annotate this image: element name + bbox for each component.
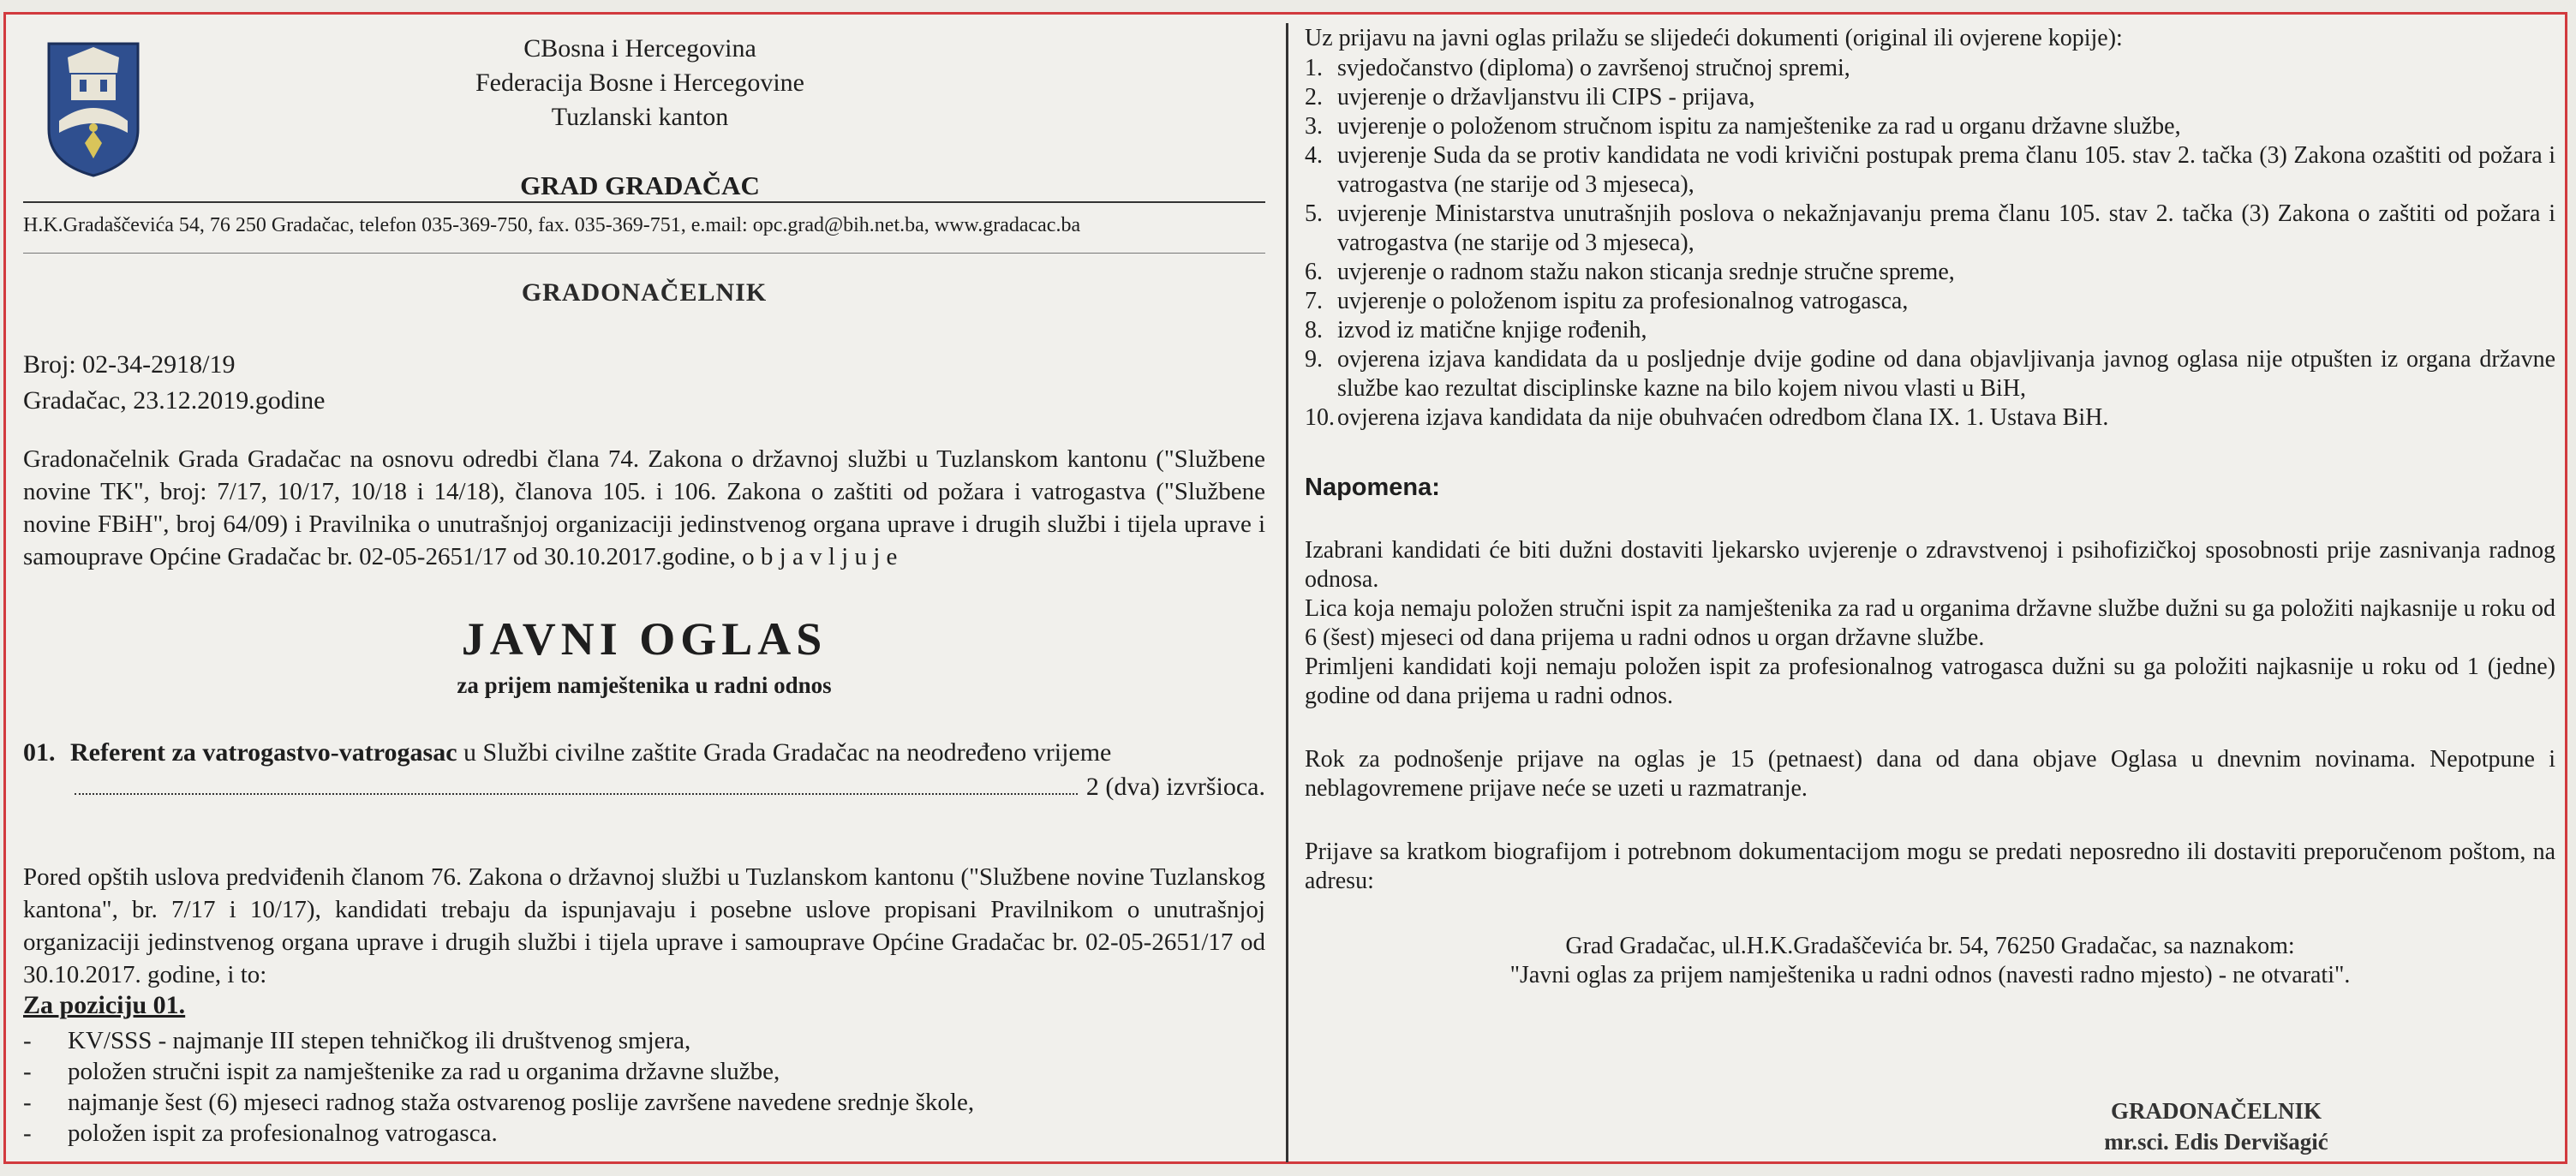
header-rule — [23, 201, 1265, 203]
item-number: 2. — [1305, 84, 1323, 110]
item-text: ovjerena izjava kandidata da nije obuhvaćen odredbom člana IX. 1. Ustava BiH. — [1337, 404, 2109, 431]
list-item: - KV/SSS - najmanje III stepen tehničkog ili društvenog smjera, — [23, 1025, 1265, 1056]
item-text: ovjerena izjava kandidata da u posljednje dvije godine od dana objavljivanja javnog oglasa nije otpušten iz organa državne službe kao rezultat disciplinske kazne na bilo kojem nivou vlasti u BiH, — [1337, 346, 2555, 402]
item-text: uvjerenje Suda da se protiv kandidata ne vodi krivični postupak prema članu 105. stav 2. tačka (3) Zakona ozaštiti od požara i vatrogastva (ne starije od 3 mjeseca), — [1337, 142, 2555, 198]
signature-block — [2062, 1095, 2370, 1157]
document-frame — [3, 12, 2567, 1164]
right-column — [1305, 23, 2555, 990]
column-divider — [1286, 23, 1288, 1162]
conditions-paragraph: Pored opštih uslova predviđenih članom 76. Zakona o državnoj službi u Tuzlanskom kantonu ("Službene novine Tuzlanskog kantona", br. 7/17 i 10/17), kandidati trebaju da ispunjavaju i posebne uslove propisani Pravilnikom o unutrašnjoj organizaciji jedinstvenog organa uprave i drugih službi i tijela uprave i samouprave Općine Gradačac br. 02-05-2651/17 od 30.10.2017. godine, i to: — [23, 863, 1265, 988]
signature-name: mr.sci. Edis Dervišagić — [2104, 1129, 2328, 1155]
requirements-list — [23, 1025, 1265, 1149]
item-text: uvjerenje o državljanstvu ili CIPS - prijava, — [1337, 84, 1755, 110]
item-number: 10. — [1305, 404, 1335, 431]
deadline-paragraph: Rok za podnošenje prijave na oglas je 15 (petnaest) dana od dana objave Oglasa u dnevnim novinama. Nepotpune i neblagovremene prijave neće se uzeti u razmatranje. — [1305, 746, 2555, 802]
item-number: 4. — [1305, 142, 1323, 169]
org-line-canton: Tuzlanski kanton — [551, 103, 729, 131]
item-number: 3. — [1305, 113, 1323, 140]
position-name: Referent za vatrogastvo-vatrogasac — [70, 738, 457, 767]
position-number: 01. — [23, 738, 56, 767]
reference-number: Broj: 02-34-2918/19 — [23, 350, 236, 379]
position-count: 2 (dva) izvršioca. — [1085, 773, 1265, 801]
documents-intro: Uz prijavu na javni oglas prilažu se slijedeći dokumenti (original ili ovjerene kopije): — [1305, 25, 2123, 51]
coat-of-arms-icon — [42, 35, 145, 179]
list-item — [1305, 54, 2555, 83]
list-item — [1305, 345, 2555, 403]
requirements-label: Za poziciju 01. — [23, 991, 186, 1019]
note-label: Napomena: — [1305, 474, 1440, 501]
documents-list — [1305, 54, 2555, 433]
left-column — [6, 15, 1282, 1161]
list-item: - položen stručni ispit za namještenike za rad u organima državne službe, — [23, 1056, 1265, 1087]
item-text: uvjerenje o radnom stažu nakon sticanja srednje stručne spreme, — [1337, 259, 1955, 285]
list-item: - položen ispit za profesionalnog vatrogasca. — [23, 1118, 1265, 1149]
list-item — [1305, 287, 2555, 316]
address-line: Grad Gradačac, ul.H.K.Gradaščevića br. 54, 76250 Gradačac, sa naznakom: — [1565, 933, 2295, 959]
list-item — [1305, 258, 2555, 287]
office-title: GRADONAČELNIK — [521, 278, 768, 307]
item-number: 9. — [1305, 346, 1323, 373]
item-number: 7. — [1305, 288, 1323, 314]
list-item — [1305, 200, 2555, 258]
item-number: 6. — [1305, 259, 1323, 285]
contact-rule — [23, 253, 1265, 254]
note-medical: Izabrani kandidati će biti dužni dostaviti ljekarsko uvjerenje o zdravstvenoj i psihofizičkoj sposobnosti prije zasnivanja radnog odnosa. — [1305, 537, 2555, 593]
item-number: 1. — [1305, 55, 1323, 81]
list-item: - najmanje šest (6) mjeseci radnog staža ostvarenog poslije završene navedene srednje škole, — [23, 1087, 1265, 1118]
list-item — [1305, 112, 2555, 141]
list-item — [1305, 83, 2555, 112]
dotted-leader — [75, 793, 1078, 795]
list-item — [1305, 141, 2555, 200]
position-description: u Službi civilne zaštite Grada Gradačac na neodređeno vrijeme — [457, 738, 1112, 767]
issuer-header — [383, 32, 897, 203]
item-number: 8. — [1305, 317, 1323, 343]
note-firefighter-exam: Primljeni kandidati koji nemaju položen ispit za profesionalnog vatrogasca dužni su ga položiti najkasnije u roku od 1 (jedne) godine od dana prijema u radni odnos. — [1305, 654, 2555, 709]
item-text: svjedočanstvo (diploma) o završenoj stručnoj spremi, — [1337, 55, 1850, 81]
postal-address — [1305, 932, 2555, 990]
item-text: uvjerenje o položenom ispitu za profesionalnog vatrogasca, — [1337, 288, 1909, 314]
list-item — [1305, 316, 2555, 345]
announcement-subtitle: za prijem namještenika u radni odnos — [457, 672, 832, 698]
note-exam: Lica koja nemaju položen stručni ispit za namještenika za rad u organima državne službe dužni su ga položiti najkasnije u roku od 6 (šest) mjeseci od dana prijema u radni odnos u organ državne službe. — [1305, 595, 2555, 651]
org-line-country: CBosna i Hercegovina — [523, 34, 756, 63]
envelope-marking: "Javni oglas za prijem namještenika u radni odnos (navesti radno mjesto) - ne otvarati". — [1509, 962, 2351, 988]
reference-block — [23, 347, 325, 419]
reference-place-date: Gradačac, 23.12.2019.godine — [23, 386, 326, 415]
contact-line: H.K.Gradaščevića 54, 76 250 Gradačac, telefon 035-369-750, fax. 035-369-751, e.mail: opc.grad@bih.net.ba, www.gradacac.ba — [23, 214, 1081, 236]
announcement-title: JAVNI OGLAS — [461, 613, 828, 665]
intro-paragraph: Gradonačelnik Grada Gradačac na osnovu odredbi člana 74. Zakona o državnoj službi u Tuzlanskom kantonu ("Službene novine TK", broj: 7/17, 10/17, 10/18 i 14/18), članova 105. i 106. Zakona o zaštiti od požara i vatrogastva ("Službene novine FBiH", broj 64/09) i Pravilnika o unutrašnjoj organizaciji jedinstvenog organa uprave i drugih službi i tijela uprave i samouprave Općine Gradačac br. 02-05-2651/17 od 30.10.2017.godine, o b j a v l j u j e — [23, 445, 1265, 570]
list-item — [1305, 403, 2555, 433]
city-name: GRAD GRADAČAC — [520, 170, 760, 200]
item-text: uvjerenje Ministarstva unutrašnjih poslova o nekažnjavanju prema članu 105. stav 2. tačka (3) Zakona o zaštiti od požara i vatrogastva (ne starije od 3 mjeseca), — [1337, 200, 2555, 256]
submission-paragraph: Prijave sa kratkom biografijom i potrebnom dokumentacijom mogu se predati neposredno ili dostaviti preporučenom poštom, na adresu: — [1305, 839, 2555, 894]
org-line-federation: Federacija Bosne i Hercegovine — [475, 69, 804, 97]
position-entry — [23, 736, 1265, 804]
item-text: izvod iz matične knjige rođenih, — [1337, 317, 1647, 343]
item-text: uvjerenje o položenom stručnom ispitu za namještenike za rad u organu državne službe, — [1337, 113, 2181, 140]
item-number: 5. — [1305, 200, 1323, 227]
signature-title: GRADONAČELNIK — [2110, 1098, 2322, 1124]
